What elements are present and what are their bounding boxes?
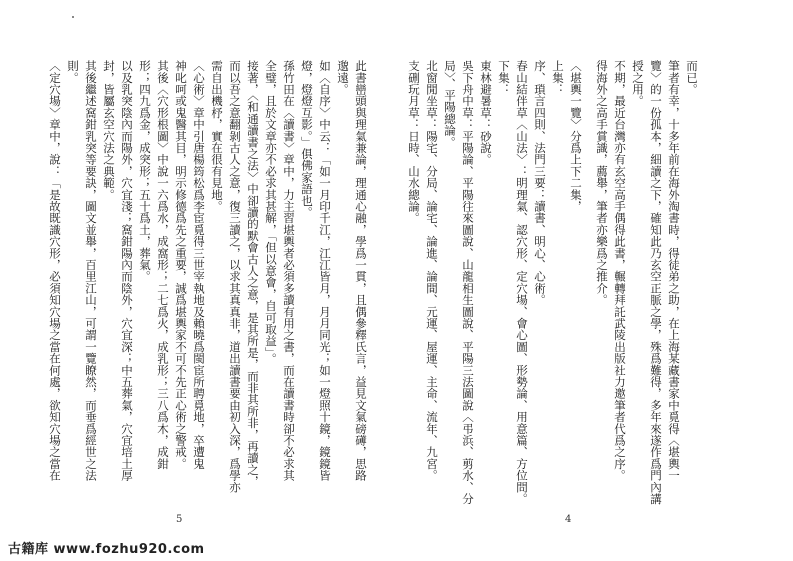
text-column: 則。 [66,60,80,84]
text-column: 覽〉的一份孤本，細讀之下，確知此乃玄空正脈之學，殊爲難得，多年來遂作爲門內講 [649,60,663,505]
site-name: 古籍库 [8,542,49,557]
text-column: 授之用。 [631,60,645,107]
text-column: 而以吾之意翻剝古人之意，復三讀之，以求其真真非，道出讀書要由初入深，爲學亦 [228,60,242,493]
text-column: 其後繼述窩鉗乳突等要訣，圖文並舉，百里江山，可謂一覽瞭然，而垂爲經世之法 [84,60,98,482]
right-page [397,0,793,561]
left-page [0,0,396,561]
section-heading: 上集： [551,60,565,96]
text-column: 需自出機杼，實在很有見地。 [210,60,224,213]
text-column: 而已。 [685,60,699,96]
text-column: 筆者有幸，十多年前在海外淘書時，得徒弟之助，在上海某藏書家中覓得〈堪輿一 [667,60,681,482]
text-column: 封，皆屬玄空穴法之典範。 [102,60,116,201]
page-number: 5 [176,514,183,525]
site-url[interactable]: www.fozhu920.com [53,542,205,557]
text-column: 如〈自序〉中云：「如一月印千江，江江皆月，月月同光；如一燈照十鏡，鏡鏡皆 [318,60,332,482]
text-column: 北窗閒坐草：陽宅、分局、論宅、論進、論間、元運、屋運、主命、流年、九宮。 [425,60,439,482]
text-column: 支硎玩月草：日時、山水總論。 [407,60,421,224]
text-column: 燈，燈燈互影。」俱佛家語也。 [300,60,314,219]
text-column: 全璧，且於文章亦不必求其甚解，「但以意會，自可取益」。 [264,60,278,365]
text-column: 邈遠。 [336,60,350,96]
page-number: 4 [565,514,572,525]
watermark-footer [8,538,205,557]
text-column: 以及乳突陰內而陽外，穴宜淺；窩鉗陽內而陰外，穴宜深；中五葬氣，穴宜培土厚 [120,60,134,482]
text-column: 〈定穴場〉章中，說：「是故既識穴形，必須知穴場之當在何處，欲知穴場之當在 [48,60,62,482]
text-column: 形；四九爲金，成突形；五十爲土，葬氣。 [138,60,152,283]
text-column: 東林避暑草：砂說。 [479,60,493,166]
text-column: 神叱呵或鬼醫其目，明示修德爲先之重要，誠爲堪輿家不可不先正心術之警戒。 [174,60,188,470]
section-heading: 下集： [497,60,511,96]
text-column: 局〉、平陽總論。 [443,60,457,148]
text-column: 序、瑣言四則、法門三要：讀書、明心、心術。 [533,60,547,306]
text-column: 此書巒頭與理氣兼論，理通心融，學爲一貫，且偶參釋氏言，益見文氣磅礡，思路 [354,60,368,482]
text-column: 得海外之高手賞識，薦舉，筆者亦樂爲之推介。 [595,60,609,306]
text-column: 吳下舟中草：平陽論、平陽往來圖說、山龍相生圖說、平陽三法圖說〈弔浜、剪水、分 [461,60,475,505]
text-column: 孫竹田在〈讀書〉章中，力主習堪輿者必須多讀有用之書，而在讀書時卻不必求其 [282,60,296,482]
text-column: 接著，〈和通讀書之法〉中卻讀的默會古人之意，是其所是，而非其所非，再讀之， [246,60,260,488]
text-column: 不期，最近台灣亦有玄空高手偶得此書，輾轉拜託武陵出版社力邀筆者代爲之序。 [613,60,627,482]
text-column: 〈心術〉章中引唐楊筠松爲李宦覓得三世宰執地及賴曉爲閩宦所聘覓地，卒遭鬼 [192,60,206,470]
text-column: 春山結伴草〈山法〉：明理氣、認穴形、定穴場、會心圖、形勢論、用意篇、方位問。 [515,60,529,505]
text-column: 其後〈穴形根圖〉中說一六爲水，成窩形；二七爲火，成乳形；三八爲木，成鉗 [156,60,170,470]
section-heading: 〈堪輿一覽〉分爲上下二集， [569,60,583,213]
